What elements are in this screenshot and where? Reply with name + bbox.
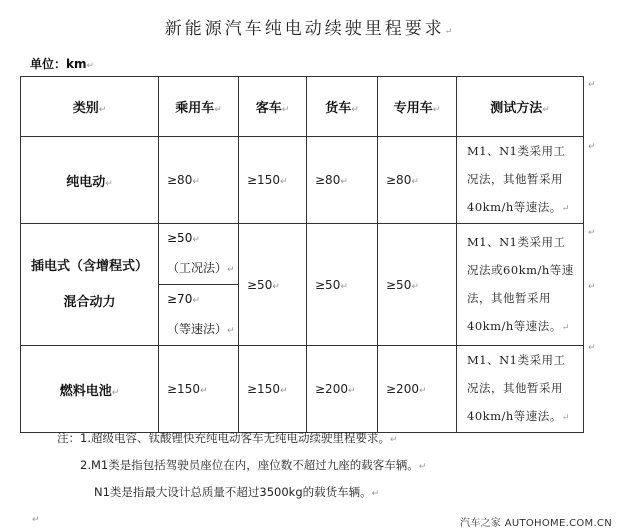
test-method: M1、N1类采用工况法，其他暂采用40km/h等速法。↵ bbox=[457, 137, 584, 224]
header-passenger: 乘用车↵ bbox=[159, 77, 239, 137]
paragraph-mark-icon: ↵ bbox=[199, 386, 208, 396]
paragraph-mark-icon: ↵ bbox=[227, 265, 235, 275]
paragraph-mark-icon: ↵ bbox=[444, 27, 456, 37]
bus-value: ≥150↵ bbox=[239, 137, 307, 224]
paragraph-mark-icon: ↵ bbox=[279, 177, 288, 187]
document-title bbox=[0, 14, 620, 39]
paragraph-mark-icon: ↵ bbox=[86, 61, 95, 71]
passenger-value: ≥80↵ bbox=[159, 137, 239, 224]
paragraph-mark-icon: ↵ bbox=[272, 281, 280, 292]
note-2: 2.M1类是指包括驾驶员座位在内，座位数不超过九座的载客车辆。↵ bbox=[80, 458, 427, 472]
paragraph-mark-icon: ↵ bbox=[561, 322, 570, 333]
header-truck: 货车↵ bbox=[307, 77, 378, 137]
paragraph-mark-icon: ↵ bbox=[347, 386, 356, 396]
paragraph-mark-icon: ↵ bbox=[588, 142, 596, 152]
paragraph-mark-icon: ↵ bbox=[561, 204, 570, 214]
paragraph-mark-icon: ↵ bbox=[418, 386, 427, 396]
passenger-condition-method: ≥50↵ （工况法）↵ bbox=[159, 224, 239, 285]
category-line-1: 插电式（含增程式） bbox=[30, 258, 148, 274]
paragraph-mark-icon: ↵ bbox=[340, 177, 348, 187]
table-row-plugin-hybrid bbox=[21, 224, 584, 285]
bus-value: ≥150↵ bbox=[239, 346, 307, 433]
paragraph-mark-icon: ↵ bbox=[98, 105, 107, 115]
paragraph-mark-icon: ↵ bbox=[389, 435, 398, 445]
paragraph-mark-icon: ↵ bbox=[588, 343, 596, 353]
title-text: 新能源汽车纯电动续驶里程要求 bbox=[164, 19, 445, 39]
unit-label bbox=[30, 55, 94, 72]
header-test-method: 测试方法↵ bbox=[457, 77, 584, 137]
category-cell: 燃料电池↵ bbox=[21, 346, 159, 433]
table-header-row bbox=[21, 77, 584, 137]
paragraph-mark-icon: ↵ bbox=[588, 282, 596, 292]
note-3: N1类是指最大设计总质量不超过3500kg的载货车辆。↵ bbox=[94, 485, 380, 499]
paragraph-mark-icon: ↵ bbox=[214, 105, 222, 115]
bus-value: ≥50↵ bbox=[239, 224, 307, 346]
header-category: 类别↵ bbox=[21, 77, 159, 137]
paragraph-mark-icon: ↵ bbox=[542, 105, 550, 115]
paragraph-mark-icon: ↵ bbox=[192, 235, 200, 245]
paragraph-mark-icon: ↵ bbox=[588, 228, 596, 238]
table-row-fuel-cell bbox=[21, 346, 584, 433]
paragraph-mark-icon: ↵ bbox=[32, 515, 40, 525]
paragraph-mark-icon: ↵ bbox=[561, 413, 570, 423]
special-value: ≥200↵ bbox=[378, 346, 457, 433]
header-special: 专用车↵ bbox=[378, 77, 457, 137]
paragraph-mark-icon: ↵ bbox=[279, 386, 288, 396]
special-value: ≥50↵ bbox=[378, 224, 457, 346]
paragraph-mark-icon: ↵ bbox=[105, 178, 113, 189]
paragraph-mark-icon: ↵ bbox=[111, 387, 120, 398]
paragraph-mark-icon: ↵ bbox=[281, 105, 290, 115]
paragraph-mark-icon: ↵ bbox=[340, 281, 348, 292]
category-cell: 纯电动↵ bbox=[21, 137, 159, 224]
truck-value: ≥50↵ bbox=[307, 224, 378, 346]
test-method: M1、N1类采用工况法或60km/h等速法，其他暂采用40km/h等速法。↵ bbox=[457, 224, 584, 346]
range-requirements-table bbox=[20, 76, 584, 433]
category-line-2: 混合动力 bbox=[63, 294, 116, 310]
paragraph-mark-icon: ↵ bbox=[371, 489, 380, 499]
paragraph-mark-icon: ↵ bbox=[411, 177, 419, 187]
paragraph-mark-icon: ↵ bbox=[192, 177, 200, 187]
truck-value: ≥80↵ bbox=[307, 137, 378, 224]
table-row-pure-electric bbox=[21, 137, 584, 224]
header-bus: 客车↵ bbox=[239, 77, 307, 137]
paragraph-mark-icon: ↵ bbox=[588, 80, 596, 90]
watermark: 汽车之家 AUTOHOME.COM.CN bbox=[460, 518, 612, 529]
category-cell bbox=[21, 224, 159, 346]
passenger-value: ≥150↵ bbox=[159, 346, 239, 433]
note-1: 注：1.超级电容、钛酸锂快充纯电动客车无纯电动续驶里程要求。↵ bbox=[57, 431, 398, 445]
unit-text: 单位：km bbox=[30, 57, 87, 71]
passenger-constant-speed: ≥70↵ （等速法）↵ bbox=[159, 285, 239, 346]
paragraph-mark-icon: ↵ bbox=[227, 326, 235, 336]
paragraph-mark-icon: ↵ bbox=[418, 462, 427, 472]
truck-value: ≥200↵ bbox=[307, 346, 378, 433]
paragraph-mark-icon: ↵ bbox=[351, 105, 359, 115]
special-value: ≥80↵ bbox=[378, 137, 457, 224]
test-method: M1、N1类采用工况法，其他暂采用40km/h等速法。↵ bbox=[457, 346, 584, 433]
paragraph-mark-icon: ↵ bbox=[411, 281, 419, 292]
paragraph-mark-icon: ↵ bbox=[432, 105, 441, 115]
paragraph-mark-icon: ↵ bbox=[192, 296, 200, 306]
